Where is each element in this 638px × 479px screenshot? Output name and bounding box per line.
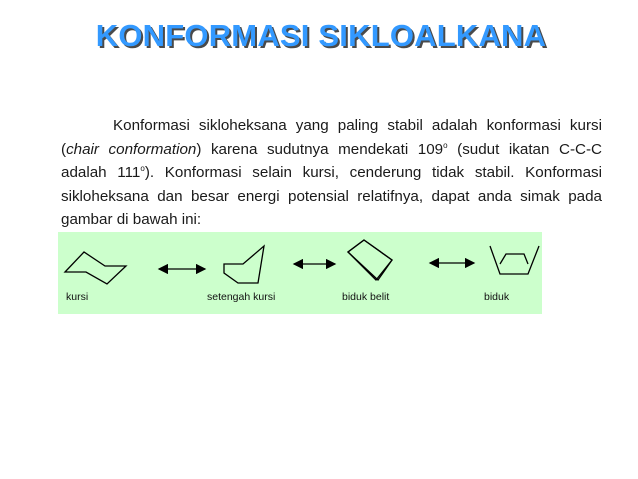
conformation-drawing bbox=[58, 232, 542, 314]
degree-sup-2: o bbox=[140, 164, 145, 174]
boat-shape-inner bbox=[500, 254, 528, 264]
degree-sup-1: o bbox=[443, 140, 448, 150]
para-text-2: ) karena sudutnya mendekati 109 bbox=[196, 140, 444, 158]
body-paragraph bbox=[61, 114, 602, 232]
para-text-3: (sudut ikatan C-C-C adalah 111 bbox=[61, 140, 603, 182]
para-text-4: ). Konformasi selain kursi, cenderung tidak stabil. Konformasi sikloheksana dan besar energi potensial relatifnya, dapat anda simak pada gambar di bawah ini: bbox=[61, 164, 602, 229]
label-boat: biduk bbox=[484, 291, 510, 303]
chair-shape bbox=[65, 252, 126, 284]
twist-boat-shape-2 bbox=[348, 240, 392, 280]
conformation-figure bbox=[58, 232, 542, 314]
boat-shape bbox=[490, 246, 539, 274]
slide-title: KONFORMASI SIKLOALKANA bbox=[95, 18, 547, 53]
label-half-chair: setengah kursi bbox=[207, 291, 276, 303]
label-chair: kursi bbox=[66, 291, 89, 303]
para-text-1: Konformasi sikloheksana yang paling stabil adalah konformasi kursi ( bbox=[61, 117, 602, 158]
label-twist-boat: biduk belit bbox=[342, 291, 390, 303]
para-italic-term: chair conformation bbox=[66, 140, 197, 158]
half-chair-shape bbox=[224, 246, 264, 283]
